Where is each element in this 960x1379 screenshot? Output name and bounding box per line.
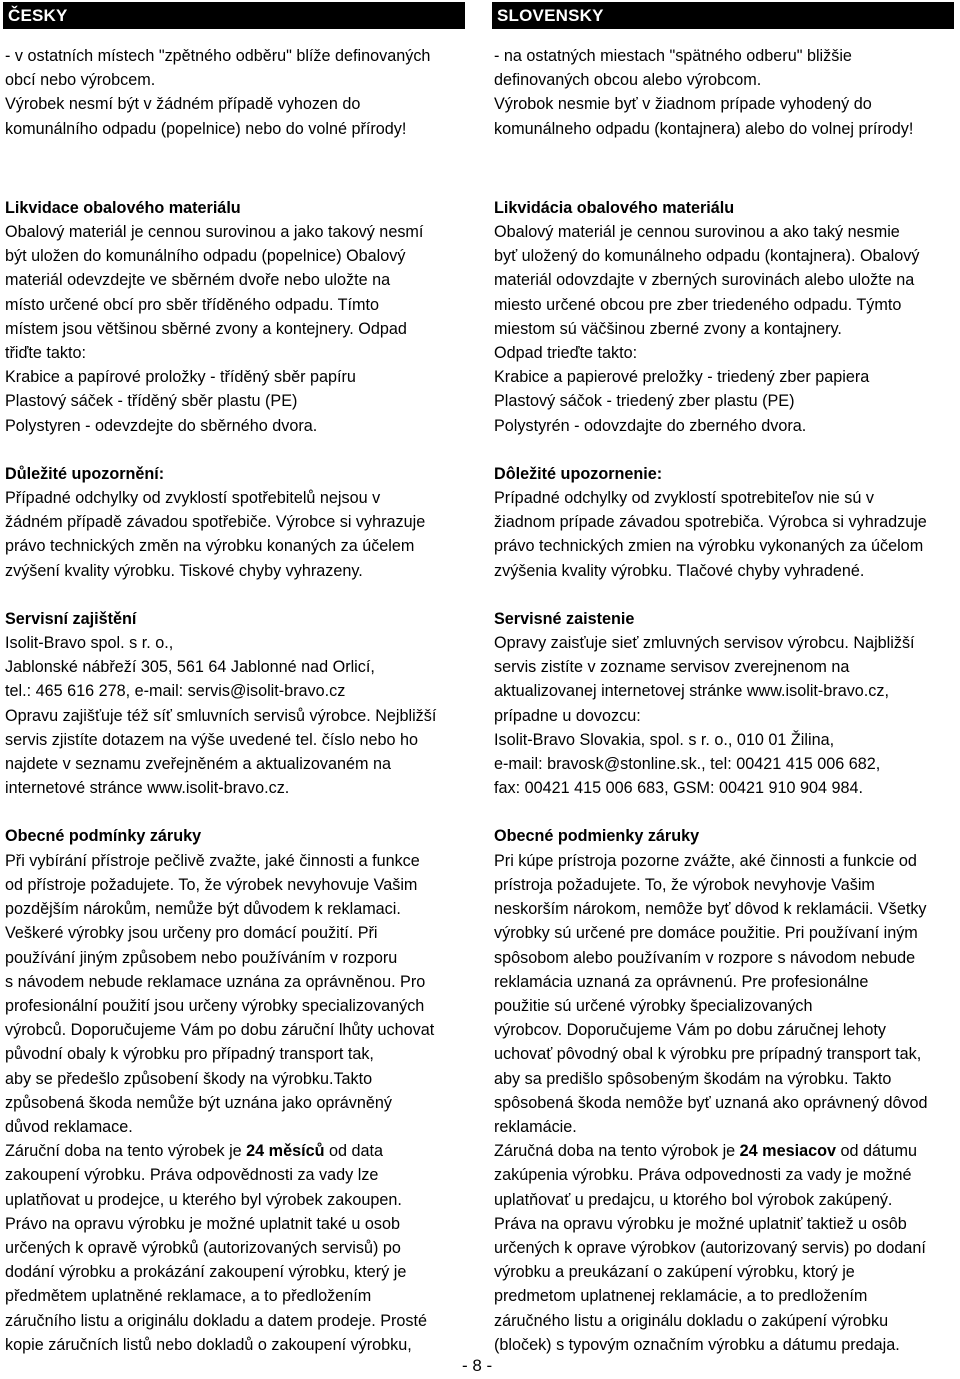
spacer xyxy=(492,800,954,824)
warranty-period-prefix: Záruční doba na tento výrobek je xyxy=(5,1142,247,1161)
packaging-section-line: Krabice a papírové proložky - tříděný sběr papíru xyxy=(5,368,356,387)
warranty-section-line: záručního listu a originálu dokladu a datem prodeje. Prosté xyxy=(5,1311,428,1330)
spacer xyxy=(3,29,465,44)
warranty-section-line: uplatňovat u prodejce, u kterého byl výrobek zakoupen. xyxy=(5,1190,402,1209)
packaging-section-line: miesto určené obcou pre zber triedeného odpadu. Týmto xyxy=(494,295,902,314)
packaging-section xyxy=(492,196,954,438)
spacer xyxy=(3,583,465,607)
warranty-section-line: záručného listu a originálu dokladu o zakúpení výrobku xyxy=(494,1311,889,1330)
service-section-line: najdete v seznamu zveřejněném a aktualizovaném na xyxy=(5,755,392,774)
service-section xyxy=(492,607,954,801)
notice-section xyxy=(3,462,465,583)
warranty-section-line: zakoupení výrobku. Práva odpovědnosti za vady lze xyxy=(5,1166,379,1185)
warranty-section-title: Obecné podmienky záruky xyxy=(494,827,700,846)
spacer xyxy=(3,141,465,196)
intro-line: - v ostatních místech "zpětného odběru" blíže definovaných xyxy=(5,47,431,65)
warranty-section-line: Při vybírání přístroje pečlivě zvažte, jaké činnosti a funkce xyxy=(5,851,420,870)
packaging-section-line: Polystyren - odevzdejte do sběrného dvora. xyxy=(5,416,318,435)
language-header: SLOVENSKY xyxy=(492,2,954,29)
warranty-section-line: používání jiným způsobem nebo používáním v rozporu xyxy=(5,948,398,967)
service-section-line: fax: 00421 415 006 683, GSM: 00421 910 904 984. xyxy=(494,779,864,798)
warranty-section xyxy=(492,824,954,1356)
spacer xyxy=(492,583,954,607)
service-section-title: Servisné zaistenie xyxy=(494,609,635,628)
warranty-section-line: původní obaly k výrobku pro případný transport tak, xyxy=(5,1045,374,1064)
service-section-line: prípadne u dovozcu: xyxy=(494,706,641,725)
service-section-line: tel.: 465 616 278, e-mail: servis@isolit-bravo.cz xyxy=(5,682,346,701)
warranty-section-line: neskorším nárokom, nemôže byť dôvod k reklamácii. Všetky xyxy=(494,900,927,919)
spacer xyxy=(3,438,465,462)
warranty-section-title: Obecné podmínky záruky xyxy=(5,827,202,846)
packaging-section-line: Krabice a papierové preložky - triedený zber papiera xyxy=(494,368,870,387)
intro-line: komunálneho odpadu (kontajnera) alebo do volnej prírody! xyxy=(494,119,914,138)
warranty-period-suffix: od dátumu xyxy=(835,1142,917,1161)
warranty-section-line: určených k opravě výrobků (autorizovaných servisů) po xyxy=(5,1238,401,1257)
service-section xyxy=(3,607,465,801)
warranty-section-line: Právo na opravu výrobku je možné uplatnit také u osob xyxy=(5,1214,401,1233)
intro-line: Výrobok nesmie byť v žiadnom prípade vyhodený do xyxy=(494,95,872,114)
packaging-section-title: Likvidace obalového materiálu xyxy=(5,198,241,217)
notice-section-title: Dôležité upozornenie: xyxy=(494,464,663,483)
packaging-section xyxy=(3,196,465,438)
packaging-section-line: materiál odevzdejte ve sběrném dvoře nebo uložte na xyxy=(5,271,391,290)
warranty-section-line: od přístroje požadujete. To, že výrobek nevyhovuje Vašim xyxy=(5,875,418,894)
spacer xyxy=(492,29,954,44)
service-section-line: Isolit-Bravo spol. s r. o., xyxy=(5,634,174,653)
service-section-line: internetové stránce www.isolit-bravo.cz. xyxy=(5,779,290,798)
warranty-section-line: výrobku a preukázaní o zakúpení výrobku, ktorý je xyxy=(494,1263,855,1282)
packaging-section-line: být uložen do komunálního odpadu (popelnice) Obalový xyxy=(5,247,406,266)
packaging-section-title: Likvidácia obalového materiálu xyxy=(494,198,735,217)
intro-line: komunálního odpadu (popelnice) nebo do volné přírody! xyxy=(5,119,407,138)
notice-section-line: zvýšenia kvality výrobku. Tlačové chyby vyhradené. xyxy=(494,561,865,580)
packaging-section-line: Plastový sáček - tříděný sběr plastu (PE) xyxy=(5,392,298,411)
service-section-line: e-mail: bravosk@stonline.sk., tel: 00421 415 006 682, xyxy=(494,755,881,774)
intro-line: definovaných obcou alebo výrobcom. xyxy=(494,71,762,90)
notice-section-line: Případné odchylky od zvyklostí spotřebitelů nejsou v xyxy=(5,489,381,508)
packaging-section-line: místo určené obcí pro sběr tříděného odpadu. Tímto xyxy=(5,295,380,314)
warranty-period-duration: 24 mesiacov xyxy=(739,1142,836,1161)
warranty-section xyxy=(3,824,465,1356)
packaging-section-line: materiál odovzdajte v zberných surovinách alebo uložte na xyxy=(494,271,915,290)
language-header: ČESKY xyxy=(3,2,465,29)
service-section-line: aktualizovanej internetovej stránke www.isolit-bravo.cz, xyxy=(494,682,889,701)
warranty-section-line: pozdějším nárokům, nemůže být důvodem k reklamaci. xyxy=(5,900,401,919)
packaging-section-line: Polystyrén - odovzdajte do zberného dvora. xyxy=(494,416,807,435)
service-section-line: Opravu zajišťuje též síť smluvních servisů výrobce. Nejbližší xyxy=(5,706,437,725)
warranty-period-duration: 24 měsíců xyxy=(246,1142,325,1161)
intro-paragraph xyxy=(3,44,465,141)
warranty-section-line: důvod reklamace. xyxy=(5,1117,133,1136)
warranty-section-line: aby sa predišlo spôsobeným škodám na výrobku. Takto xyxy=(494,1069,892,1088)
service-section-line: Opravy zaisťuje sieť zmluvných servisov výrobcu. Najbližší xyxy=(494,634,915,653)
warranty-section-line: výrobky sú určené pre domáce použitie. Pri používaní iným xyxy=(494,924,918,943)
packaging-section-line: Odpad trieďte takto: xyxy=(494,344,638,363)
intro-line: Výrobek nesmí být v žádném případě vyhozen do xyxy=(5,95,361,114)
warranty-section-line: Pri kúpe prístroja pozorne zvážte, aké činnosti a funkcie od xyxy=(494,851,917,870)
intro-paragraph xyxy=(492,44,954,141)
warranty-section-line: spôsobom alebo používaním v rozpore s návodom nebude xyxy=(494,948,916,967)
intro-line: obcí nebo výrobcem. xyxy=(5,71,156,90)
warranty-section-line: s návodem nebude reklamace uznána za oprávněnou. Pro xyxy=(5,972,426,991)
intro-line: - na ostatných miestach "spätného odberu" bližšie xyxy=(494,47,852,65)
warranty-period-line xyxy=(5,1139,465,1163)
warranty-section-line: predmetom uplatnenej reklamácie, a to predložením xyxy=(494,1287,868,1306)
warranty-section-line: reklamácia uznaná za oprávnenú. Pre profesionálne xyxy=(494,972,869,991)
spacer xyxy=(492,438,954,462)
notice-section-title: Důležité upozornění: xyxy=(5,464,165,483)
notice-section-line: zvýšení kvality výrobku. Tiskové chyby vyhrazeny. xyxy=(5,561,363,580)
warranty-section-line: určených k oprave výrobkov (autorizovaný servis) po dodaní xyxy=(494,1238,926,1257)
service-section-line: Isolit-Bravo Slovakia, spol. s r. o., 010 01 Žilina, xyxy=(494,730,835,749)
notice-section-line: žiadnom prípade závadou spotrebiča. Výrobca si vyhradzuje xyxy=(494,513,927,532)
packaging-section-line: miestom sú väčšinou zberné zvony a kontajnery. xyxy=(494,319,842,338)
notice-section xyxy=(492,462,954,583)
packaging-section-line: Plastový sáčok - triedený zber plastu (PE) xyxy=(494,392,795,411)
warranty-period-line xyxy=(494,1139,954,1163)
warranty-section-line: uchovať pôvodný obal k výrobku pre prípadný transport tak, xyxy=(494,1045,922,1064)
warranty-section-line: Práva na opravu výrobku je možné uplatniť taktiež u osôb xyxy=(494,1214,907,1233)
packaging-section-line: třiďte takto: xyxy=(5,344,87,363)
warranty-section-line: (bloček) s typovým označním výrobku a dátumu predaja. xyxy=(494,1335,900,1354)
warranty-section-line: aby se předešlo způsobení škody na výrobku.Takto xyxy=(5,1069,373,1088)
warranty-section-line: použitie sú určené výrobky špecializovaných xyxy=(494,996,813,1015)
notice-section-line: právo technických zmien na výrobku vykonaných za účelom xyxy=(494,537,924,556)
packaging-section-line: Obalový materiál je cennou surovinou a jako takový nesmí xyxy=(5,223,424,242)
warranty-section-line: Veškeré výrobky jsou určeny pro domácí použití. Při xyxy=(5,924,378,943)
notice-section-line: právo technických změn na výrobku konaných za účelem xyxy=(5,537,415,556)
warranty-period-suffix: od data xyxy=(324,1142,383,1161)
packaging-section-line: byť uložený do komunálneho odpadu (kontajnera). Obalový xyxy=(494,247,920,266)
warranty-section-line: spôsobená škoda nemôže byť uznaná ako oprávnený dôvod xyxy=(494,1093,928,1112)
warranty-period-prefix: Záručná doba na tento výrobok je xyxy=(494,1142,740,1161)
notice-section-line: Prípadné odchylky od zvyklostí spotrebiteľov nie sú v xyxy=(494,489,874,508)
service-section-title: Servisní zajištění xyxy=(5,609,137,628)
service-section-line: servis zjistíte dotazem na výše uvedené tel. číslo nebo ho xyxy=(5,730,419,749)
service-section-line: servis zistíte v zozname servisov zverejnenom na xyxy=(494,658,850,677)
warranty-section-line: zakúpenia výrobku. Práva odpovednosti za vady je možné xyxy=(494,1166,912,1185)
slovak-column xyxy=(492,2,954,1357)
warranty-section-line: výrobcov. Doporučujeme Vám po dobu záručnej lehoty xyxy=(494,1021,887,1040)
warranty-section-line: kopie záručních listů nebo dokladů o zakoupení výrobku, xyxy=(5,1335,412,1354)
warranty-section-line: uplatňovať u predajcu, u ktorého bol výrobok zakúpený. xyxy=(494,1190,893,1209)
warranty-section-line: předmětem uplatněné reklamace, a to předložením xyxy=(5,1287,372,1306)
spacer xyxy=(492,141,954,196)
warranty-section-line: způsobená škoda nemůže být uznána jako oprávněný xyxy=(5,1093,392,1112)
warranty-section-line: reklamácie. xyxy=(494,1117,577,1136)
warranty-section-line: výrobců. Doporučujeme Vám po dobu záruční lhůty uchovat xyxy=(5,1021,435,1040)
spacer xyxy=(3,800,465,824)
page-number: - 8 - xyxy=(462,1356,493,1375)
notice-section-line: žádném případě závadou spotřebiče. Výrobce si vyhrazuje xyxy=(5,513,426,532)
packaging-section-line: místem jsou většinou sběrné zvony a kontejnery. Odpad xyxy=(5,319,407,338)
warranty-section-line: dodání výrobku a prokázání zakoupení výrobku, který je xyxy=(5,1263,407,1282)
czech-column xyxy=(3,2,465,1357)
service-section-line: Jablonské nábřeží 305, 561 64 Jablonné nad Orlicí, xyxy=(5,658,375,677)
packaging-section-line: Obalový materiál je cennou surovinou a ako taký nesmie xyxy=(494,223,900,242)
warranty-section-line: prístroja požadujete. To, že výrobok nevyhovje Vašim xyxy=(494,875,875,894)
warranty-section-line: profesionální použití jsou určeny výrobky specializovaných xyxy=(5,996,425,1015)
